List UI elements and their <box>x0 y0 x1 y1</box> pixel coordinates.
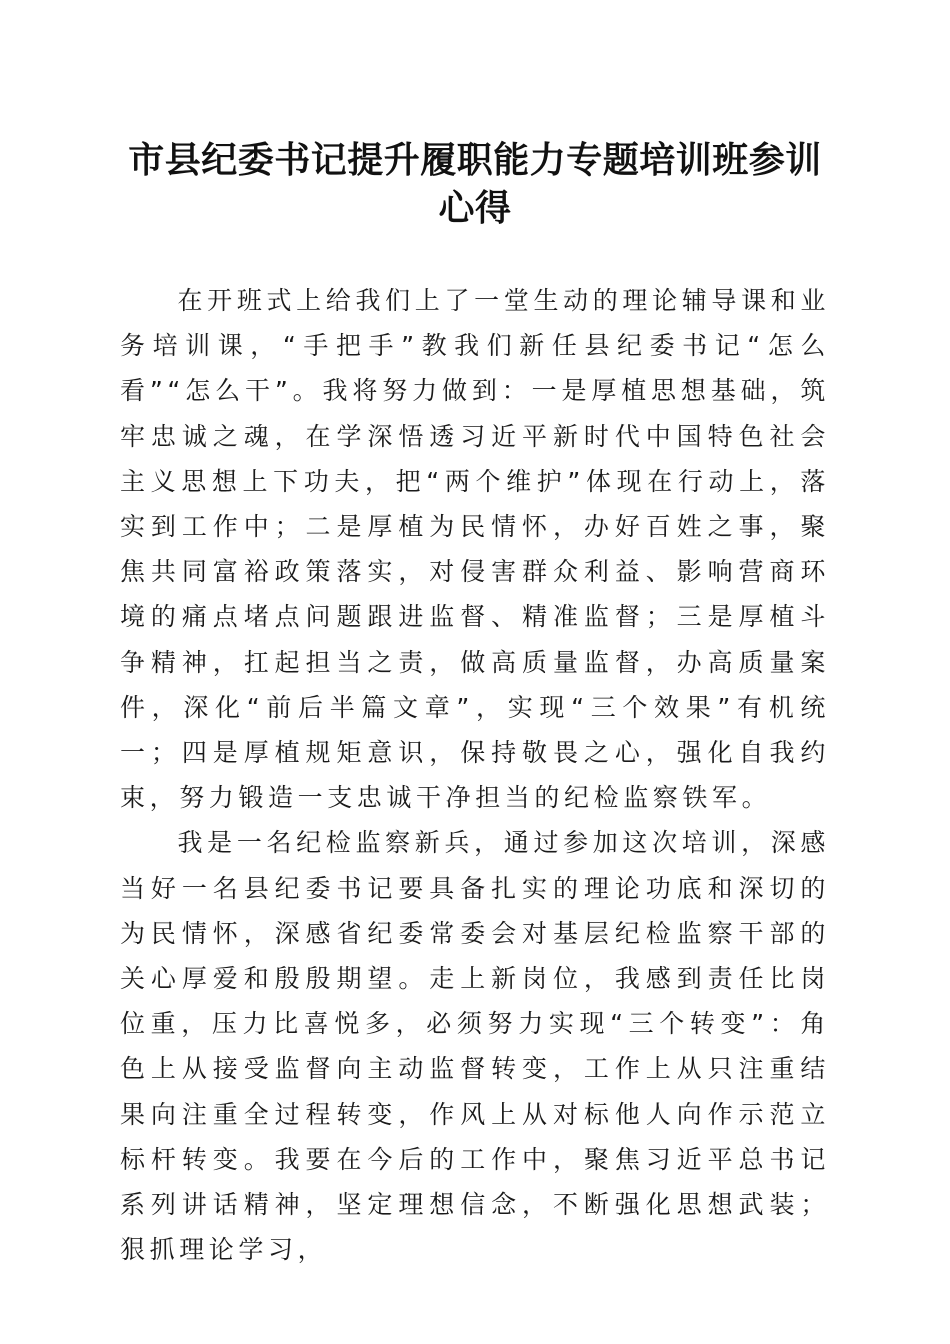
document-title: 市县纪委书记提升履职能力专题培训班参训心得 <box>128 139 822 229</box>
document-body <box>120 278 830 1272</box>
paragraph: 在开班式上给我们上了一堂生动的理论辅导课和业务培训课，“手把手”教我们新任县纪委书记“怎么看”“怎么干”。我将努力做到：一是厚植思想基础，筑牢忠诚之魂，在学深悟透习近平新时代中国特色社会主义思想上下功夫，把“两个维护”体现在行动上，落实到工作中；二是厚植为民情怀，办好百姓之事，聚焦共同富裕政策落实，对侵害群众利益、影响营商环境的痛点堵点问题跟进监督、精准监督；三是厚植斗争精神，扛起担当之责，做高质量监督，办高质量案件，深化“前后半篇文章”，实现“三个效果”有机统一；四是厚植规矩意识，保持敬畏之心，强化自我约束，努力锻造一支忠诚干净担当的纪检监察铁军。 <box>120 286 830 813</box>
paragraph: 我是一名纪检监察新兵，通过参加这次培训，深感当好一名县纪委书记要具备扎实的理论功底和深切的为民情怀，深感省纪委常委会对基层纪检监察干部的关心厚爱和殷殷期望。走上新岗位，我感到责任比岗位重，压力比喜悦多，必须努力实现“三个转变”：角色上从接受监督向主动监督转变，工作上从只注重结果向注重全过程转变，作风上从对标他人向作示范立标杆转变。我要在今后的工作中，聚焦习近平总书记系列讲话精神，坚定理想信念，不断强化思想武装；狠抓理论学习， <box>120 828 830 1265</box>
